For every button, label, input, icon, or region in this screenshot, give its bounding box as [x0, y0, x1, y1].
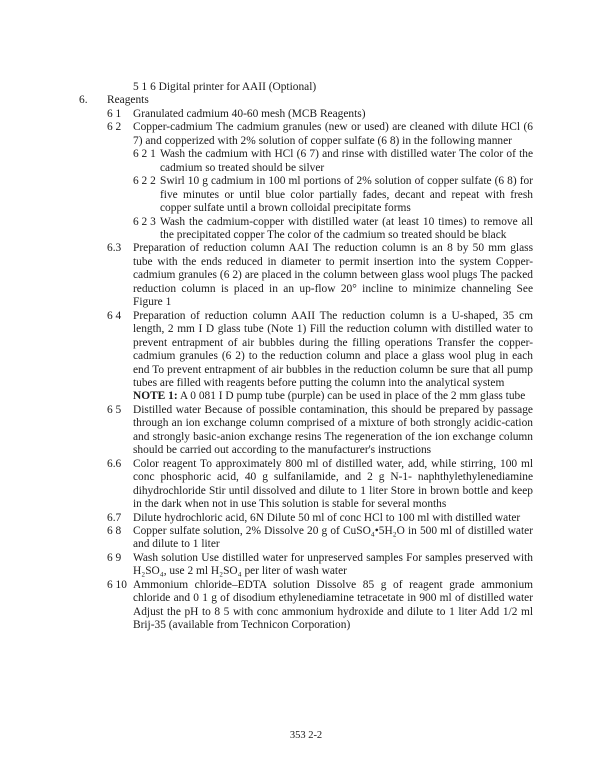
- item-number: 6 5: [107, 403, 122, 416]
- item-text: Granulated cadmium 40-60 mesh (MCB Reagents): [133, 107, 366, 120]
- item-number: 5 1 6: [133, 81, 156, 93]
- item-text-block: [160, 175, 533, 215]
- item-text: Wash the cadmium-copper with distilled water (at least 10 times) to remove all the precipitated copper The color of the cadmium so treated should be black: [160, 215, 533, 241]
- list-item: [0, 404, 612, 458]
- item-text: Wash solution Use distilled water for unpreserved samples For samples preserved with H₂SO₄, use 2 ml H₂SO₄ per liter of wash water: [133, 551, 533, 578]
- item-number: 6.3: [107, 242, 122, 255]
- item-text: Dilute hydrochloric acid, 6N Dilute 50 ml of conc HCl to 100 ml with distilled water: [133, 511, 521, 524]
- item-number: 6 2 1: [133, 148, 156, 161]
- note-label: NOTE 1:: [133, 390, 178, 403]
- item-number: 6 10: [107, 578, 127, 591]
- item-number: 6 1: [107, 107, 122, 120]
- list-item: [0, 552, 612, 579]
- item-text: Wash the cadmium with HCl (6 7) and rinse with distilled water The color of the cadmium so treated should be silver: [160, 148, 533, 174]
- item-text-block: [133, 310, 533, 391]
- item-number: [107, 390, 133, 403]
- section-title: Reagents: [107, 94, 149, 107]
- item-text-block: [133, 579, 533, 633]
- section-heading: [0, 94, 612, 107]
- item-number: 6.7: [107, 511, 122, 524]
- item-number: 6.6: [107, 457, 122, 470]
- item-number: 6 9: [107, 551, 122, 564]
- item-text: Distilled water Because of possible contamination, this should be prepared by passage through an ion exchange column comprised of a mixture of both strongly acidic-cation and strongly basic-anion exchange resins The regeneration of the ion exchange column should be carried out according to the manufacturer's instructions: [133, 403, 533, 457]
- item-text-block: [133, 525, 533, 552]
- list-item: [0, 148, 612, 175]
- item-number: 6 4: [107, 309, 122, 322]
- item-text: Copper sulfate solution, 2% Dissolve 20 g of CuSO₄•5H₂O in 500 ml of distilled water and dilute to 1 liter: [133, 524, 533, 551]
- item-text-block: [160, 216, 533, 243]
- item-text: Digital printer for AAII (Optional): [158, 81, 317, 93]
- item-text: Preparation of reduction column AAI The reduction column is an 8 by 50 mm glass tube with the ends reduced in diameter to permit insertion into the system Copper-cadmium granules (6 2) are placed in the column between glass wool plugs The packed reduction column is placed in an up-flow 20° incline to minimize channeling See Figure 1: [133, 242, 533, 309]
- item-text-block: [133, 121, 533, 148]
- list-item: [0, 216, 612, 243]
- list-item: [0, 108, 612, 121]
- list-item: [0, 175, 612, 215]
- item-text-block: [160, 148, 533, 175]
- item-text-block: [133, 552, 533, 579]
- item-text: A 0 081 I D pump tube (purple) can be used in place of the 2 mm glass tube: [179, 390, 526, 403]
- item-number: 6 2: [107, 121, 122, 134]
- item-text-block: [133, 458, 533, 512]
- list-item: [0, 525, 612, 552]
- list-item: [0, 121, 612, 148]
- item-text-block: [133, 390, 533, 403]
- list-item: [0, 512, 612, 525]
- list-item: [0, 310, 612, 391]
- item-text-block: [133, 512, 533, 525]
- item-text: Preparation of reduction column AAII The reduction column is a U-shaped, 35 cm length, 2 mm I D glass tube (Note 1) Fill the reduction column with distilled water to prevent entrapment of air bubbles during the filling operations Transfer the copper-cadmium granules (6 2) to the reduction column and place a glass wool plug in each end To prevent entrapment of air bubbles in the reduction column be sure that all pump tubes are filled with reagents before putting the column into the analytical system: [133, 309, 533, 389]
- list-item: [0, 242, 612, 309]
- page-number: 353 2-2: [289, 730, 323, 741]
- item-number: 6 8: [107, 524, 122, 537]
- item-text: Copper-cadmium The cadmium granules (new or used) are cleaned with dilute HCl (6 7) and copperized with 2% solution of copper sulfate (6 8) in the following manner: [133, 121, 533, 147]
- list-item: [0, 390, 612, 403]
- item-text-block: [133, 108, 533, 121]
- list-item: [0, 458, 612, 512]
- item-text-block: [133, 404, 533, 458]
- list-item: [0, 579, 612, 633]
- item-text: Swirl 10 g cadmium in 100 ml portions of 2% solution of copper sulfate (6 8) for five minutes or until blue color partially fades, decant and repeat with fresh copper sulfate until a brown colloidal precipitate forms: [160, 175, 533, 215]
- list-item-5-1-6: [133, 81, 612, 94]
- reagent-list: [0, 108, 612, 633]
- item-text: Ammonium chloride–EDTA solution Dissolve 85 g of reagent grade ammonium chloride and 0 1 g of disodium ethylenediamine tetracetate in 900 ml of distilled water Adjust the pH to 8 5 with conc ammonium hydroxide and dilute to 1 liter Add 1/2 ml Brij-35 (available from Technicon Corporation): [133, 578, 533, 632]
- section-number: 6.: [79, 94, 88, 107]
- document-page: [0, 81, 612, 633]
- item-number: 6 2 2: [133, 175, 156, 188]
- item-number: 6 2 3: [133, 215, 156, 228]
- item-text-block: [133, 242, 533, 309]
- item-text: Color reagent To approximately 800 ml of distilled water, add, while stirring, 100 ml conc phosphoric acid, 40 g sulfanilamide, and 2 g N-1- naphthylethylenediamine dihydrochloride Stir until dissolved and dilute to 1 liter Store in brown bottle and keep in the dark when not in use This solution is stable for several months: [133, 457, 533, 511]
